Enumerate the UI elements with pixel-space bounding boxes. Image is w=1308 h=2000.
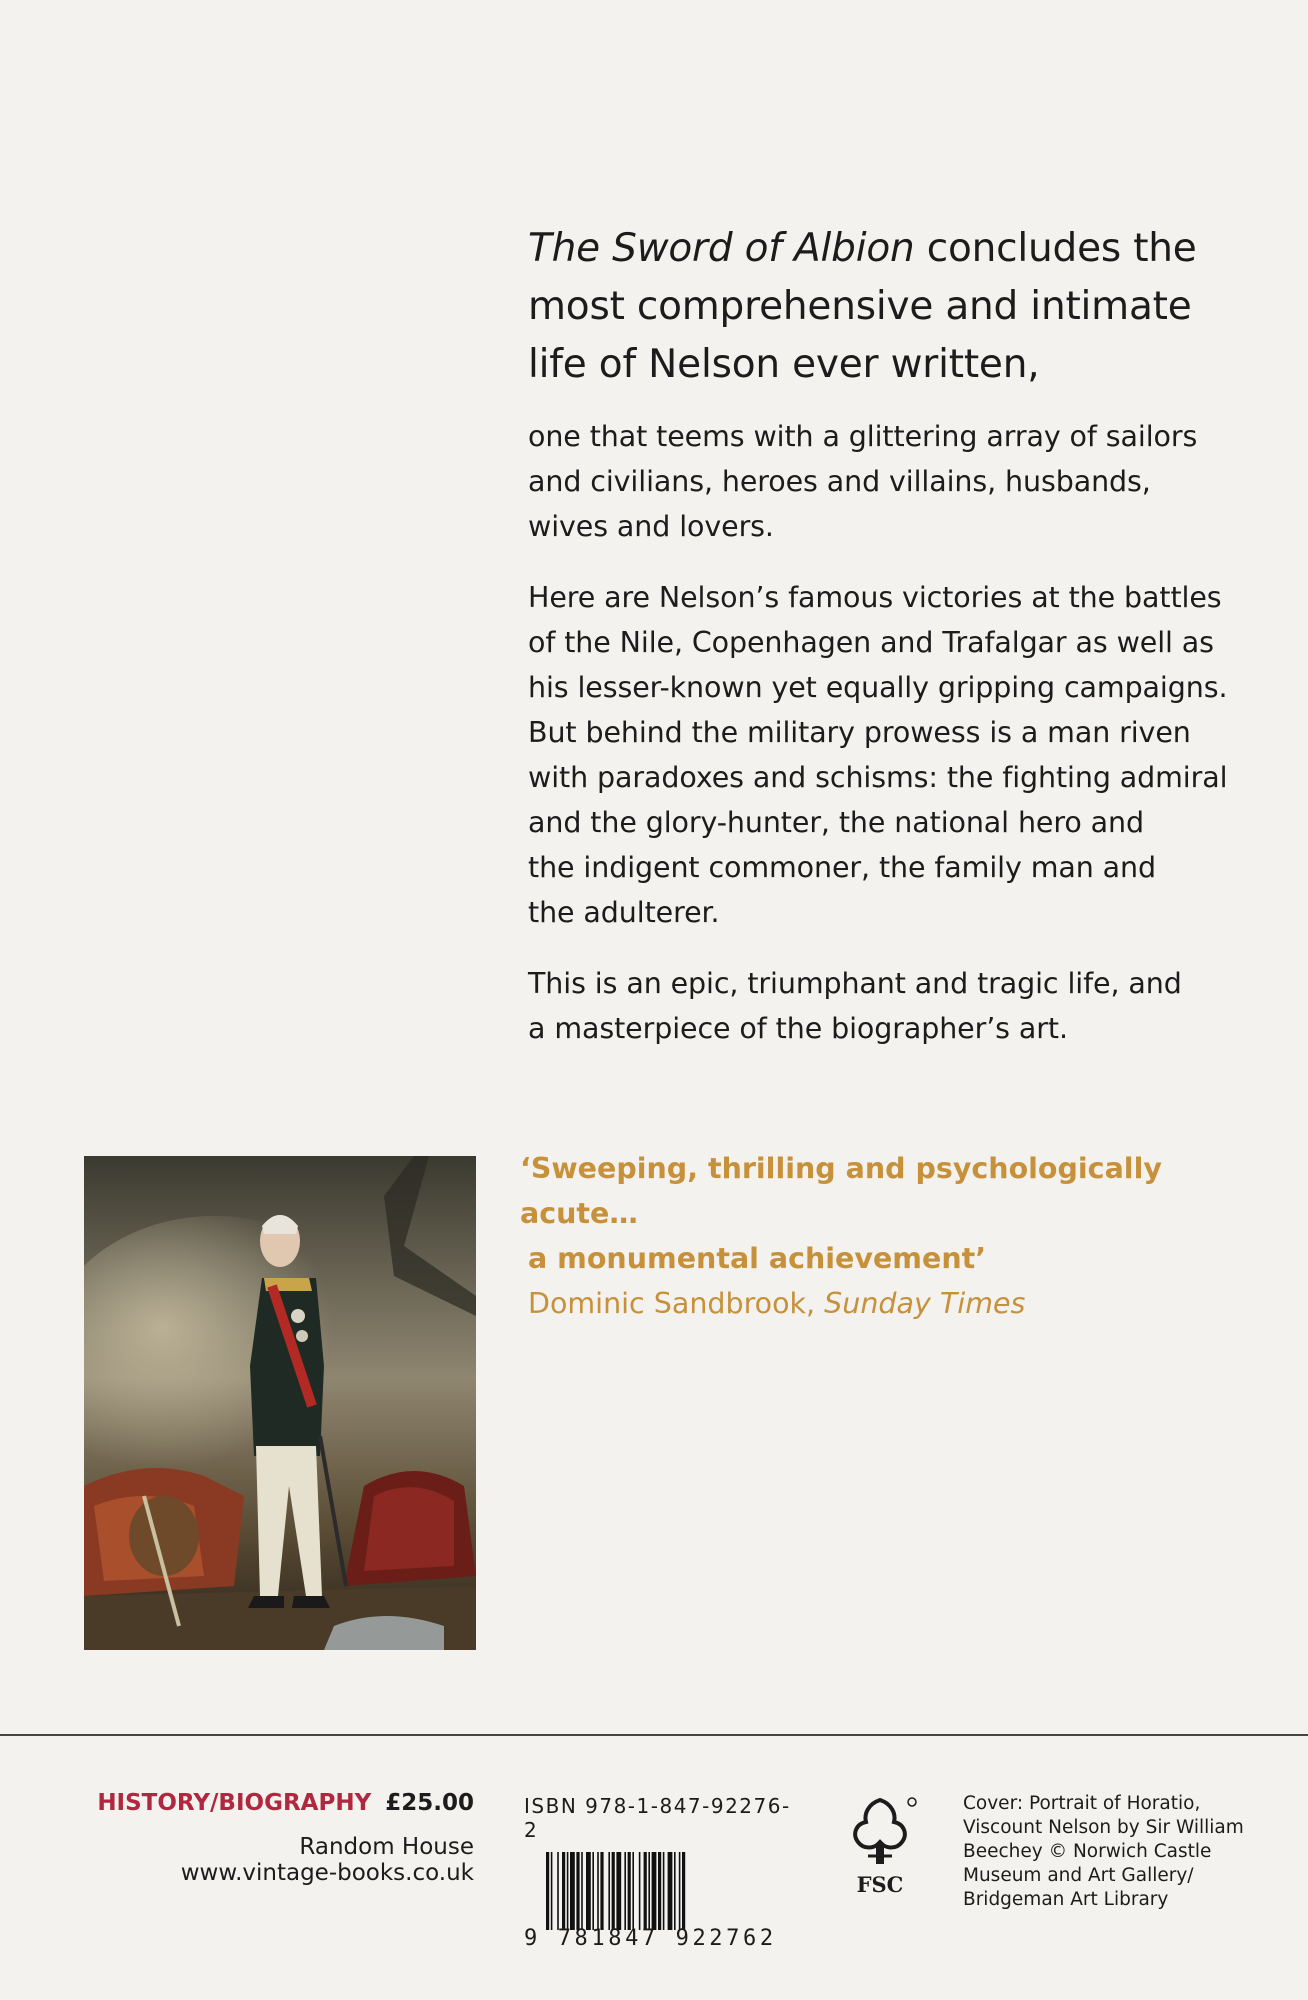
quote-author: Dominic Sandbrook, [528,1287,825,1320]
isbn-text: ISBN 978-1-847-92276-2 [524,1794,791,1842]
barcode-bar [658,1852,661,1930]
barcode-bar [586,1852,591,1930]
paragraph-line: a masterpiece of the biographer’s art. [528,1012,1068,1045]
paragraph-line: But behind the military prowess is a man riven [528,716,1191,749]
barcode-bar [632,1852,634,1930]
barcode-bar [639,1852,641,1930]
blurb [528,220,1228,1077]
barcode [524,1852,804,1930]
lead-line-2: most comprehensive and intimate [528,284,1192,329]
credit-line: Bridgeman Art Library [963,1889,1169,1910]
lead-line-1: concludes the [914,226,1197,271]
paragraph-line: wives and lovers. [528,510,774,543]
barcode-bar [648,1852,650,1930]
fsc-tree-icon [840,1794,920,1868]
paragraph-line: the indigent commoner, the family man and [528,851,1156,884]
paragraph-line: This is an epic, triumphant and tragic life, and [528,967,1182,1000]
barcode-bar [597,1852,599,1930]
barcode-bar [557,1852,559,1930]
footer-divider [0,1734,1308,1736]
footer-publisher-info [84,1790,474,1886]
nelson-portrait [84,1156,476,1650]
barcode-bar [644,1852,647,1930]
paragraph-line: and the glory-hunter, the national hero and [528,806,1144,839]
paragraph-line: of the Nile, Copenhagen and Trafalgar as well as [528,626,1214,659]
fsc-logo [840,1794,920,1897]
barcode-bar [668,1852,673,1930]
paragraph-line: one that teems with a glittering array of sailors [528,420,1198,453]
publisher-website[interactable]: www.vintage-books.co.uk [180,1860,474,1886]
barcode-bar [576,1852,579,1930]
credit-line: Museum and Art Gallery/ [963,1865,1194,1886]
credit-line: Beechey © Norwich Castle [963,1841,1212,1862]
paragraph-line: and civilians, heroes and villains, husbands, [528,465,1151,498]
quote-publication: Sunday Times [824,1287,1026,1320]
credit-line: Cover: Portrait of Horatio, [963,1793,1201,1814]
barcode-bar [608,1852,610,1930]
barcode-bar [562,1852,565,1930]
barcode-bar [546,1852,549,1930]
isbn-barcode-block [524,1794,804,1951]
paragraph-line: the adulterer. [528,896,720,929]
paragraph-2 [528,575,1228,935]
barcode-bar [570,1852,575,1930]
quote-line-1: ‘Sweeping, thrilling and psychologically acute… [520,1152,1162,1230]
quote-line-2: a monumental achievement’ [528,1242,987,1275]
barcode-bar [682,1852,685,1930]
book-title: The Sword of Albion [528,226,915,271]
barcode-bar [663,1852,665,1930]
paragraph-line: his lesser-known yet equally gripping campaigns. [528,671,1228,704]
barcode-bar [592,1852,594,1930]
price-label: £25.00 [385,1790,474,1816]
barcode-bar [674,1852,676,1930]
category-label: HISTORY/BIOGRAPHY [97,1790,372,1816]
barcode-bar [612,1852,615,1930]
barcode-bar [624,1852,626,1930]
paragraph-line: with paradoxes and schisms: the fighting admiral [528,761,1228,794]
barcode-bar [551,1852,553,1930]
barcode-bar [652,1852,657,1930]
barcode-digits: 9 781847 922762 [524,1926,777,1951]
lead-paragraph [528,220,1228,394]
paragraph-1 [528,414,1228,549]
barcode-bar [628,1852,631,1930]
barcode-bar [616,1852,621,1930]
publisher-name: Random House [299,1834,474,1860]
barcode-bar [679,1852,681,1930]
quote-attribution [528,1287,1025,1320]
cover-credit [963,1792,1293,1912]
barcode-bar [600,1852,603,1930]
lead-line-3: life of Nelson ever written, [528,342,1040,387]
paragraph-3 [528,961,1228,1051]
credit-line: Viscount Nelson by Sir William [963,1817,1244,1838]
barcode-bar [567,1852,569,1930]
barcode-bar [581,1852,583,1930]
fsc-label: FSC [856,1872,904,1897]
review-quote [520,1146,1260,1326]
paragraph-line: Here are Nelson’s famous victories at the battles [528,581,1222,614]
portrait-painting [84,1156,476,1650]
